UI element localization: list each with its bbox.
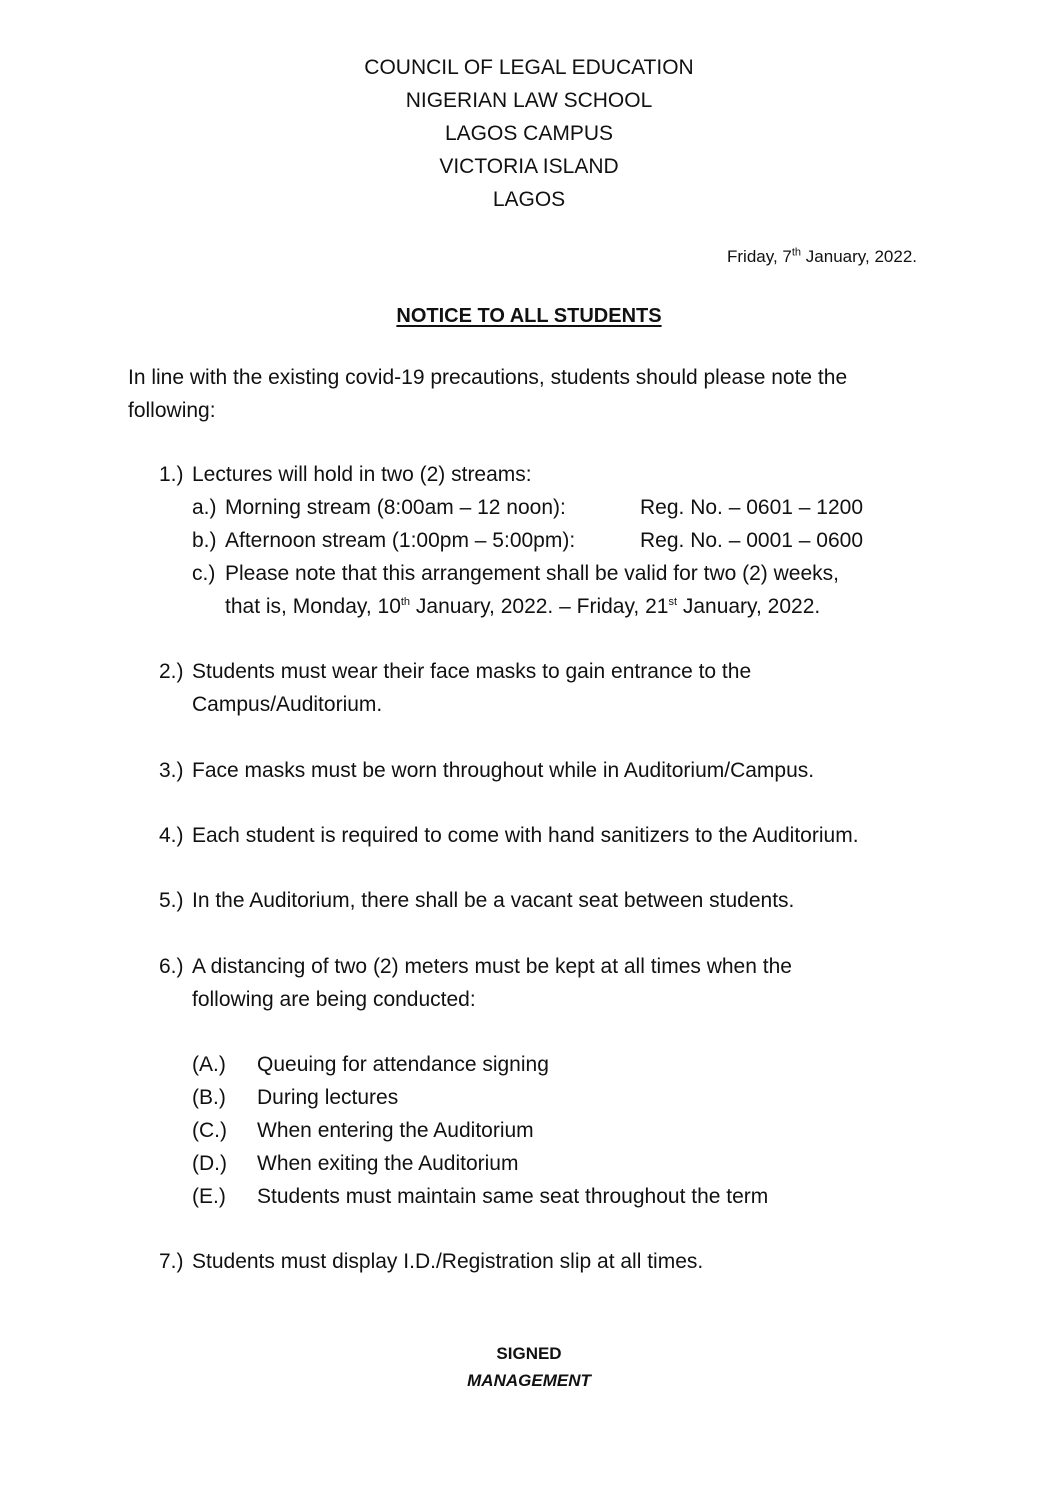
header-line-area: VICTORIA ISLAND	[439, 155, 619, 178]
item-6-sub-label: (C.)	[192, 1119, 227, 1142]
item-1c-sup-1: th	[400, 596, 411, 608]
item-6-sub-text: Queuing for attendance signing	[257, 1053, 549, 1076]
page-title: NOTICE TO ALL STUDENTS	[396, 305, 662, 327]
item-7-text: Students must display I.D./Registration slip at all times.	[192, 1250, 704, 1273]
item-5-text: In the Auditorium, there shall be a vacant seat between students.	[192, 889, 795, 912]
item-1b-text: Afternoon stream (1:00pm – 5:00pm):	[225, 529, 576, 552]
item-7-number: 7.)	[159, 1250, 184, 1273]
item-6-line-1: A distancing of two (2) meters must be kept at all times when the	[192, 955, 792, 978]
item-1a-reg: Reg. No. – 0601 – 1200	[640, 496, 864, 519]
date-suffix: January, 2022.	[801, 247, 917, 266]
item-6-sub-label: (B.)	[192, 1086, 226, 1109]
item-4-text: Each student is required to come with hand sanitizers to the Auditorium.	[192, 824, 859, 847]
signature-signed: SIGNED	[496, 1344, 562, 1363]
item-2-line-1: Students must wear their face masks to gain entrance to the	[192, 660, 752, 683]
item-1-text: Lectures will hold in two (2) streams:	[192, 463, 532, 486]
item-4-number: 4.)	[159, 824, 184, 847]
item-1c-sup-2: st	[668, 596, 677, 608]
notice-date	[727, 245, 917, 269]
date-sup: th	[791, 246, 802, 259]
header-line-city: LAGOS	[492, 188, 566, 211]
header-line-campus: LAGOS CAMPUS	[444, 122, 614, 145]
item-1a-label: a.)	[192, 496, 217, 519]
item-1c-part-3: January, 2022.	[677, 595, 821, 618]
header-line-council: COUNCIL OF LEGAL EDUCATION	[364, 56, 694, 79]
item-3-text: Face masks must be worn throughout while in Auditorium/Campus.	[192, 759, 815, 782]
item-1b-label: b.)	[192, 529, 217, 552]
item-6-sub-text: Students must maintain same seat throughout the term	[257, 1185, 769, 1208]
intro-line-1: In line with the existing covid-19 precautions, students should please note the	[128, 366, 848, 389]
intro-line-2: following:	[128, 399, 216, 422]
item-6-sub-label: (A.)	[192, 1053, 226, 1076]
item-1b-reg: Reg. No. – 0001 – 0600	[640, 529, 864, 552]
item-1c-part-2: January, 2022. – Friday, 21	[410, 595, 669, 618]
item-1-number: 1.)	[159, 463, 184, 486]
item-1c-part-1: that is, Monday, 10	[225, 595, 401, 618]
item-1c-line-2	[225, 590, 820, 623]
item-6-number: 6.)	[159, 955, 184, 978]
item-6-sub-text: When exiting the Auditorium	[257, 1152, 519, 1175]
item-2-number: 2.)	[159, 660, 184, 683]
header-line-school: NIGERIAN LAW SCHOOL	[405, 89, 653, 112]
item-6-sub-label: (D.)	[192, 1152, 227, 1175]
item-2-line-2: Campus/Auditorium.	[192, 693, 383, 716]
item-3-number: 3.)	[159, 759, 184, 782]
item-1a-text: Morning stream (8:00am – 12 noon):	[225, 496, 566, 519]
item-6-sub-label: (E.)	[192, 1185, 226, 1208]
item-1c-label: c.)	[192, 562, 216, 585]
item-6-sub-text: During lectures	[257, 1086, 399, 1109]
item-6-sub-text: When entering the Auditorium	[257, 1119, 534, 1142]
item-6-line-2: following are being conducted:	[192, 988, 476, 1011]
item-1c-line-1: Please note that this arrangement shall be valid for two (2) weeks,	[225, 562, 839, 585]
item-5-number: 5.)	[159, 889, 184, 912]
date-prefix: Friday, 7	[727, 247, 792, 266]
signature-by: MANAGEMENT	[467, 1371, 591, 1390]
